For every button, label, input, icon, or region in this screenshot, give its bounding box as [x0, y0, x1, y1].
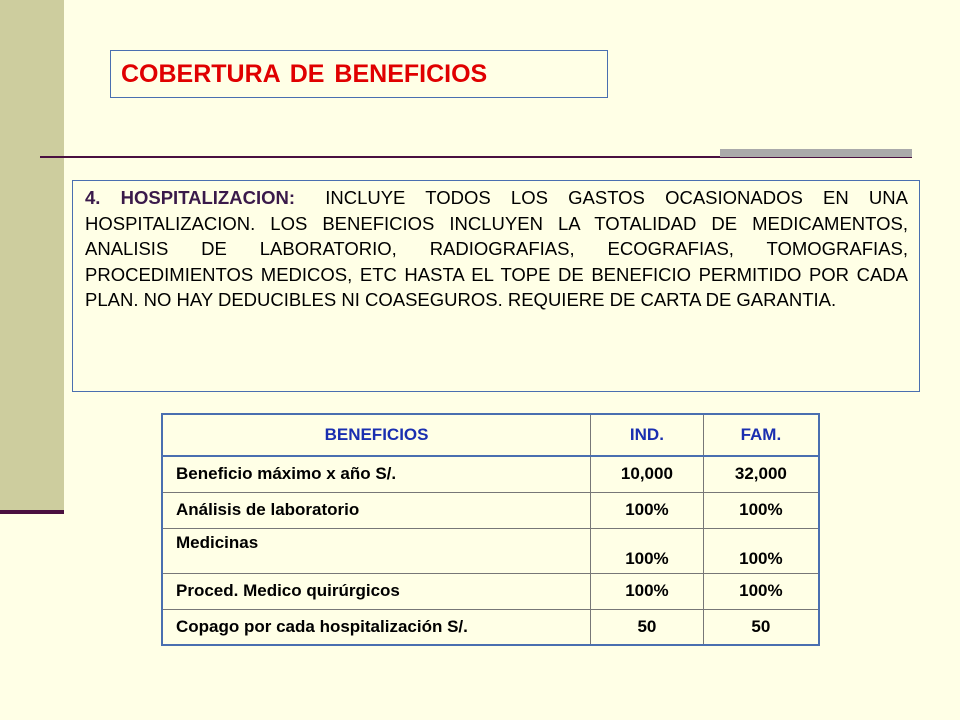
page-title: COBERTURA DE BENEFICIOS	[121, 60, 488, 88]
row-fam-value: 32,000	[703, 456, 819, 492]
row-fam-value: 50	[703, 609, 819, 645]
header-ind: IND.	[591, 414, 704, 456]
sidebar-divider	[0, 510, 64, 514]
hospitalization-description-box	[72, 180, 920, 392]
row-benefit-name: Análisis de laboratorio	[162, 492, 591, 528]
benefits-table	[161, 413, 820, 646]
row-ind-value: 100%	[591, 528, 704, 573]
row-fam-value: 100%	[703, 573, 819, 609]
row-ind-value: 10,000	[591, 456, 704, 492]
title-box	[110, 50, 608, 98]
table-row	[162, 573, 819, 609]
section-body: INCLUYE TODOS LOS GASTOS OCASIONADOS EN UNA HOSPITALIZACION. LOS BENEFICIOS INCLUYEN LA TOTALIDAD DE MEDICAMENTOS, ANALISIS DE LABORATORIO, RADIOGRAFIAS, ECOGRAFIAS, TOMOGRAFIAS, PROCEDIMIENTOS MEDICOS, ETC HASTA EL TOPE DE BENEFICIO PERMITIDO POR CADA PLAN. NO HAY DEDUCIBLES NI COASEGUROS. REQUIERE DE CARTA DE GARANTIA.	[85, 187, 908, 310]
row-fam-value: 100%	[703, 492, 819, 528]
row-benefit-name: Proced. Medico quirúrgicos	[162, 573, 591, 609]
table-row	[162, 609, 819, 645]
description-paragraph	[85, 185, 908, 313]
table-row	[162, 456, 819, 492]
left-sidebar-band	[0, 0, 64, 512]
section-heading: 4. HOSPITALIZACION:	[85, 187, 295, 208]
divider-accent	[720, 149, 912, 157]
header-fam: FAM.	[703, 414, 819, 456]
row-benefit-name: Copago por cada hospitalización S/.	[162, 609, 591, 645]
row-ind-value: 100%	[591, 492, 704, 528]
table-row	[162, 492, 819, 528]
table-header-row	[162, 414, 819, 456]
row-ind-value: 50	[591, 609, 704, 645]
header-beneficios: BENEFICIOS	[162, 414, 591, 456]
row-fam-value: 100%	[703, 528, 819, 573]
table-row	[162, 528, 819, 573]
row-benefit-name: Medicinas	[162, 528, 591, 573]
row-ind-value: 100%	[591, 573, 704, 609]
row-benefit-name: Beneficio máximo x año S/.	[162, 456, 591, 492]
